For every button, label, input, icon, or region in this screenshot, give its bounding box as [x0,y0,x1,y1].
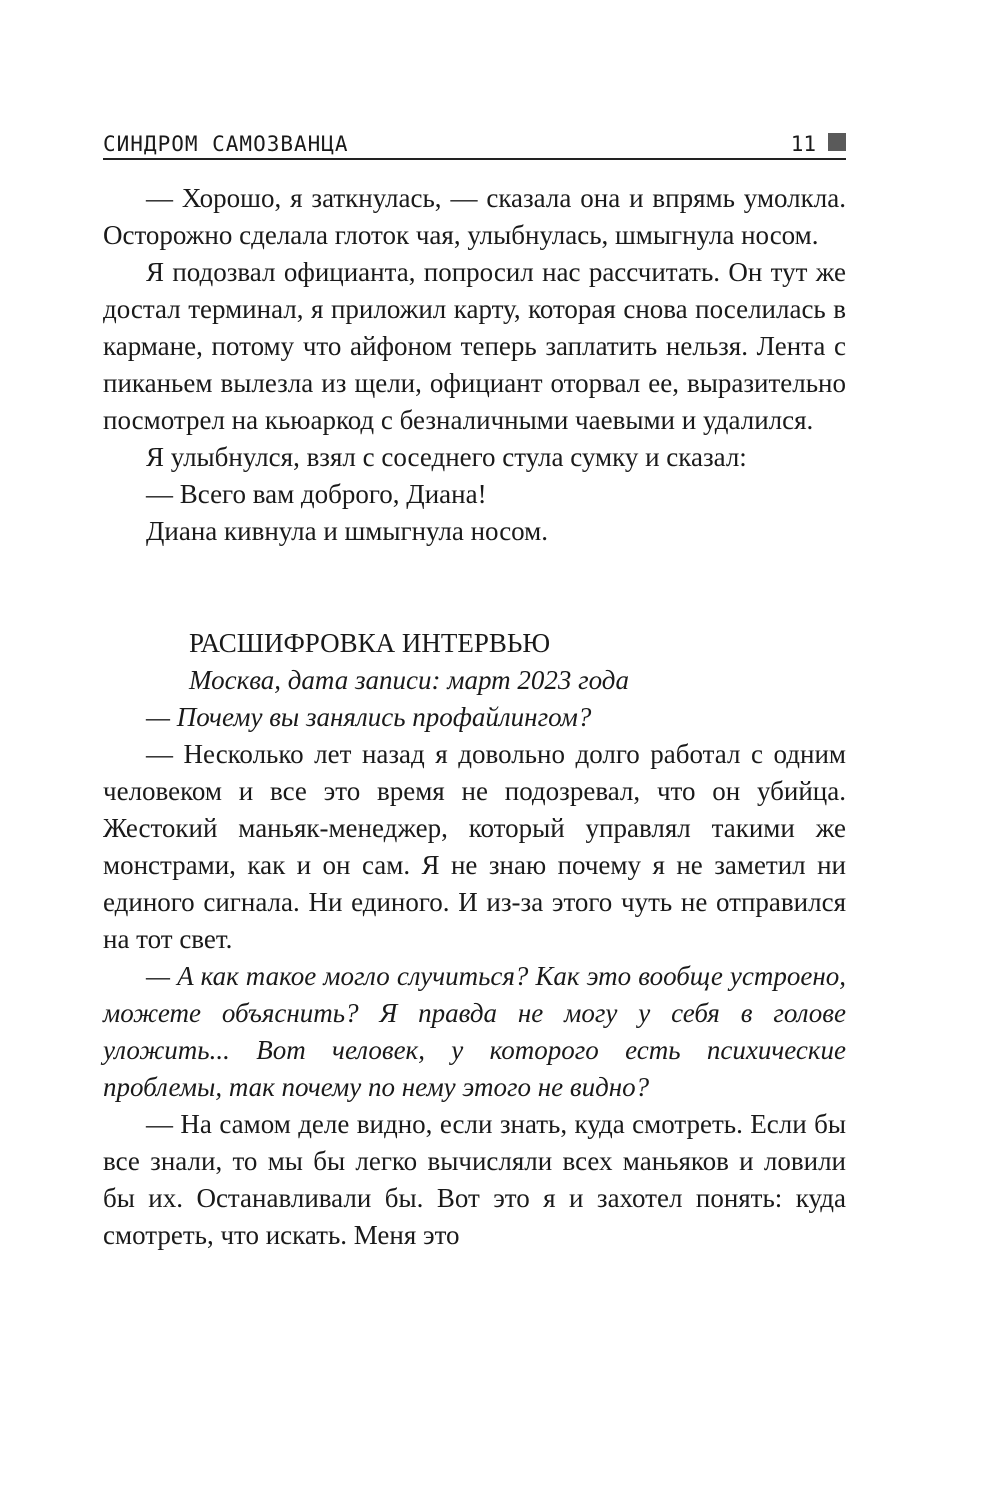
running-header [103,128,846,160]
square-marker-icon [828,133,846,151]
interview-meta: Москва, дата записи: март 2023 года [189,665,629,695]
section-gap [103,550,846,625]
page-body [103,180,846,1254]
paragraph-dialogue-1: — Хорошо, я заткнулась, — сказала она и впрямь умолкла. Осторожно сделала глоток чая, улыбнулась, шмыгнула носом. [103,183,846,250]
interview-answer-2: — На самом деле видно, если знать, куда смотреть. Если бы все знали, то мы бы легко вычисляли всех маньяков и ловили бы их. Останавливали бы. Вот это я и захотел понять: куда смотреть, что искать. Меня это [103,1109,846,1250]
interview-question-2: — А как такое могло случиться? Как это вообще устроено, можете объяснить? Я правда не могу у себя в голове уложить... Вот человек, у которого есть психические проблемы, так почему по нему этого не видно? [103,961,846,1102]
paragraph-narration-3: Диана кивнула и шмыгнула носом. [146,516,549,546]
interview-question-1: — Почему вы занялись профайлингом? [146,702,592,732]
paragraph-narration-2: Я улыбнулся, взял с соседнего стула сумку и сказал: [146,442,747,472]
section-title: РАСШИФРОВКА ИНТЕРВЬЮ [189,628,551,658]
paragraph-narration-1: Я подозвал официанта, попросил нас рассчитать. Он тут же достал терминал, я приложил карту, которая снова поселилась в кармане, потому что айфоном теперь заплатить нельзя. Лента с пиканьем вылезла из щели, официант оторвал ее, выразительно посмотрел на кьюаркод с безналичными чаевыми и удалился. [103,257,846,435]
paragraph-dialogue-2: — Всего вам доброго, Диана! [146,479,487,509]
interview-answer-1: — Несколько лет назад я довольно долго работал с одним человеком и все это время не подозревал, что он убийца. Жестокий маньяк-менеджер, который управлял такими же монстрами, как и он сам. Я не знаю почему я не заметил ни единого сигнала. Ни единого. И из-за этого чуть не отправился на тот свет. [103,739,846,954]
running-title: СИНДРОМ САМОЗВАНЦА [103,132,349,156]
page-number: 11 [790,132,816,156]
